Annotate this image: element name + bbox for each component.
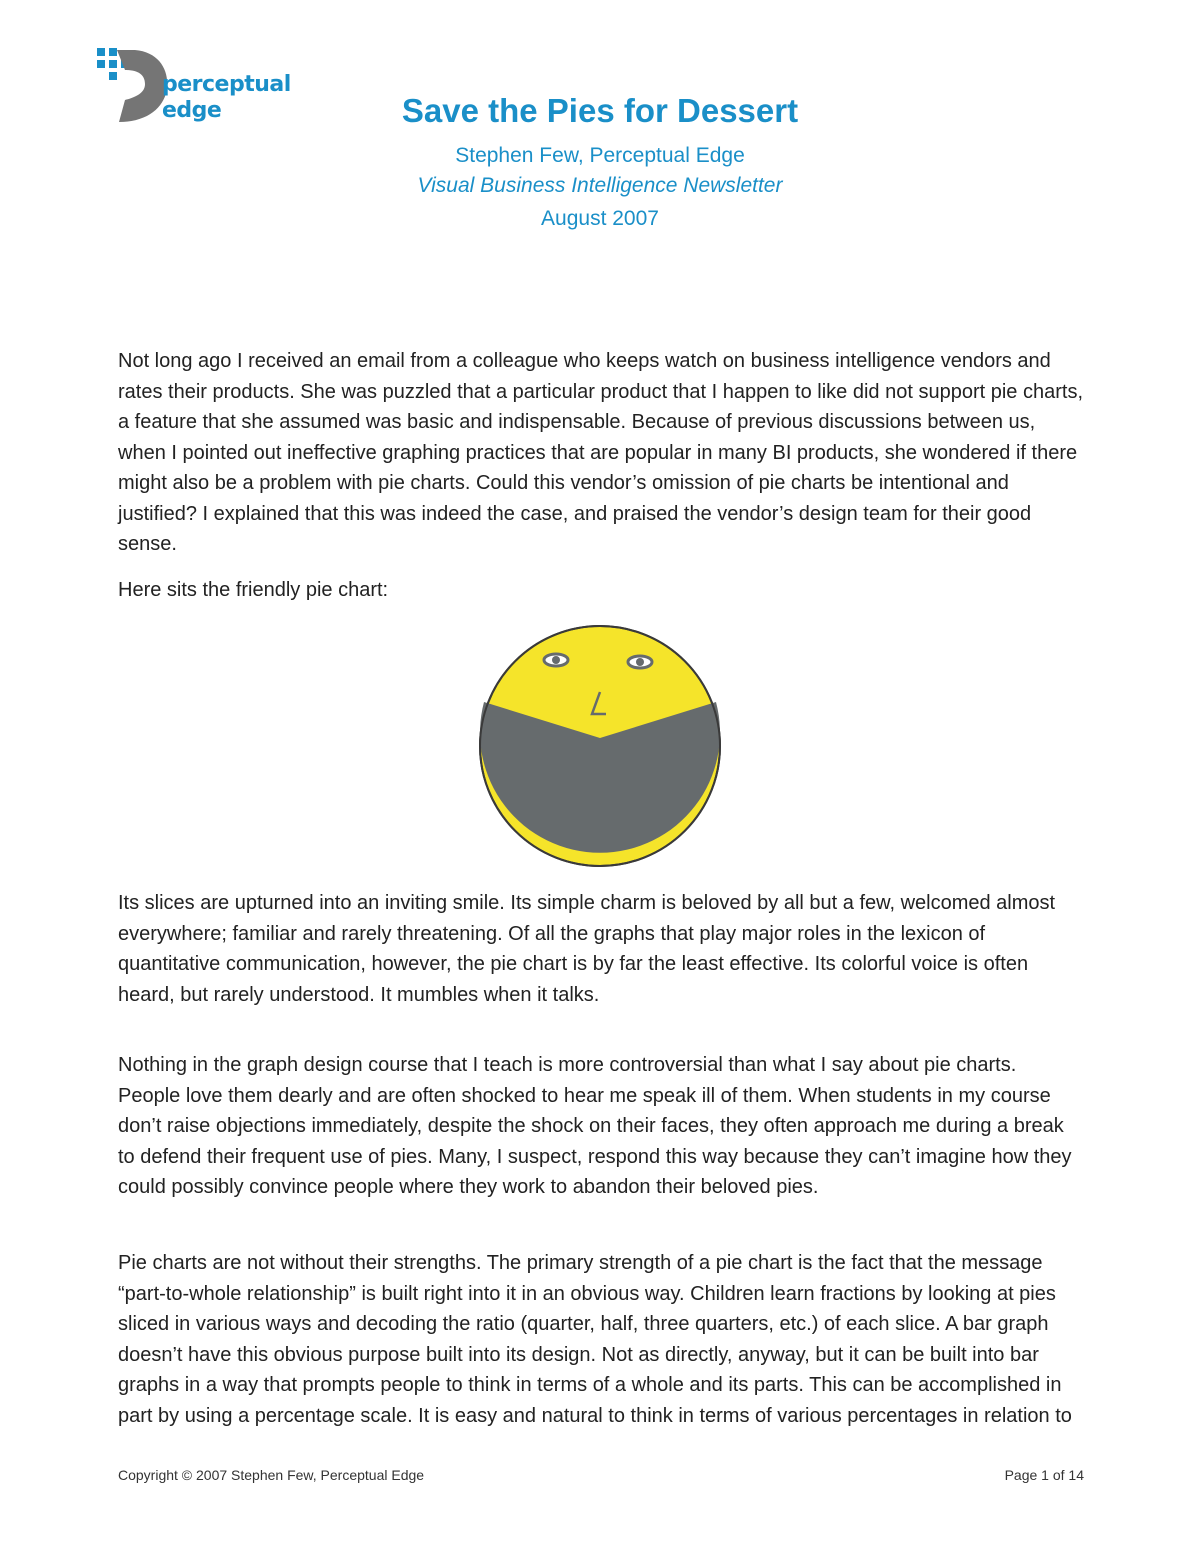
author-line: Stephen Few, Perceptual Edge	[455, 144, 745, 167]
page-title: Save the Pies for Dessert	[401, 92, 799, 129]
logo-line-edge: edge	[162, 98, 222, 123]
logo-line-perceptual: perceptual	[162, 72, 291, 97]
pie-eye-right	[628, 656, 652, 668]
date-line: August 2007	[541, 207, 659, 230]
pie-eye-left	[544, 654, 568, 666]
paragraph-1: Not long ago I received an email from a colleague who keeps watch on business intelligence vendors and rates their products. She was puzzled that a particular product that I happen to like did not support pie charts, a feature that she assumed was basic and indispensable. Because of previous discussions between us, when I pointed out ineffective graphing practices that are popular in many BI products, she wondered if there might also be a problem with pie charts. Could this vendor’s omission of pie charts be intentional and justified? I explained that this was indeed the case, and praised the vendor’s design team for their good sense.	[118, 350, 1083, 555]
newsletter-line: Visual Business Intelligence Newsletter	[417, 174, 783, 197]
footer-page-number: Page 1 of 14	[1004, 1467, 1084, 1483]
footer-copyright: Copyright © 2007 Stephen Few, Perceptual Edge	[118, 1467, 425, 1483]
friendly-pie-face-illustration	[476, 622, 724, 870]
paragraph-5: Pie charts are not without their strengths. The primary strength of a pie chart is the fact that the message “part-to-whole relationship” is built right into it in an obvious way. Children learn fractions by looking at pies sliced in various ways and decoding the ratio (quarter, half, three quarters, etc.) of each slice. A bar graph doesn’t have this obvious purpose built into its design. Not as directly, anyway, but it can be built into bar graphs in a way that prompts people to think in terms of a whole and its parts. This can be accomplished in part by using a percentage scale. It is easy and natural to think in terms of various percentages in relation to	[118, 1252, 1072, 1427]
paragraph-4: Nothing in the graph design course that I teach is more controversial than what I say about pie charts. People love them dearly and are often shocked to hear me speak ill of them. When students in my course don’t raise objections immediately, despite the shock on their faces, they often approach me during a break to defend their frequent use of pies. Many, I suspect, respond this way because they can’t imagine how they could possibly convince people where they work to abandon their beloved pies.	[118, 1054, 1072, 1198]
paragraph-2: Here sits the friendly pie chart:	[118, 579, 389, 601]
paragraph-3: Its slices are upturned into an inviting smile. Its simple charm is beloved by all but a few, welcomed almost everywhere; familiar and rarely threatening. Of all the graphs that play major roles in the lexicon of quantitative communication, however, the pie chart is by far the least effective. Its colorful voice is often heard, but rarely understood. It mumbles when it talks.	[118, 892, 1056, 1006]
